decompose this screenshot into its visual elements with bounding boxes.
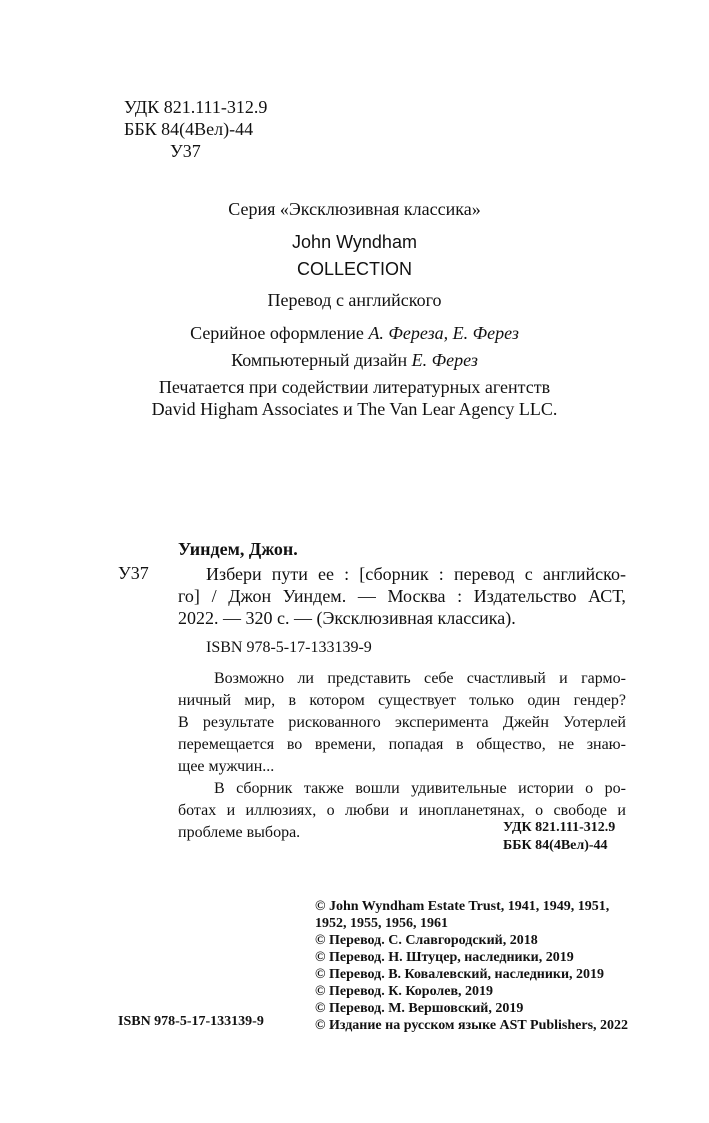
annotation-word: гендер?	[573, 692, 626, 709]
catalog-entry-word: Джон	[228, 586, 272, 606]
copyright-line: 1952, 1955, 1956, 1961	[315, 916, 448, 931]
bbk-small: ББК 84(4Вел)-44	[503, 838, 608, 853]
copyright-line: © Перевод. Н. Штуцер, наследники, 2019	[315, 950, 574, 965]
computer-design-name: Е. Ферез	[411, 350, 478, 370]
catalog-entry-line	[178, 585, 626, 607]
udk-small: УДК 821.111-312.9	[503, 820, 616, 835]
annotation-word: гармо-	[581, 670, 626, 687]
annotation-word: и	[617, 802, 626, 819]
annotation-word: о	[326, 802, 335, 819]
copyright-line: © John Wyndham Estate Trust, 1941, 1949, 1951,	[315, 899, 610, 914]
annotation-word: свободе	[553, 802, 607, 819]
annotation-word: знаю-	[586, 736, 626, 753]
annotation-word: общество,	[476, 736, 546, 753]
translation-note: Перевод с английского	[267, 290, 442, 310]
annotation-word: счастливый	[466, 670, 546, 687]
annotation-word: о	[535, 802, 544, 819]
catalog-entry	[178, 563, 626, 629]
annotation-word: Джейн	[502, 714, 549, 731]
annotation-word: и	[559, 670, 568, 687]
annotation-word: любви	[345, 802, 390, 819]
catalog-isbn: ISBN 978-5-17-133139-9	[206, 639, 372, 656]
classification-small	[503, 819, 615, 855]
annotation-word: Уотерлей	[563, 714, 626, 731]
annotation-word: Возможно	[214, 670, 285, 687]
annotation-word: и	[226, 802, 236, 819]
annotation-line	[178, 734, 626, 756]
copyright-line: © Издание на русском языке AST Publishers, 2022	[315, 1018, 629, 1033]
annotation-word: перемещается	[178, 736, 275, 753]
catalog-entry-word: английско-	[542, 564, 626, 584]
annotation-word: о	[585, 780, 594, 797]
agency-line-1: Печатается при содействии литературных агентств	[158, 377, 551, 397]
annotation-word: проблеме выбора.	[178, 824, 301, 841]
top-classification-codes	[124, 96, 267, 162]
annotation-word: В	[214, 780, 225, 797]
copyright-block	[315, 898, 627, 1034]
annotation-word: ли	[297, 670, 314, 687]
annotation-word: попадая	[388, 736, 444, 753]
computer-design-label: Компьютерный дизайн	[231, 350, 412, 370]
catalog-entry-line	[178, 607, 626, 629]
original-title: COLLECTION	[296, 259, 413, 279]
copyright-line: © Перевод. С. Славгородский, 2018	[315, 933, 538, 948]
annotation-word: времени,	[314, 736, 376, 753]
bbk-code: ББК 84(4Вел)-44	[124, 119, 254, 139]
catalog-entry-word: го]	[178, 586, 200, 606]
catalog-entry-word: :	[438, 564, 444, 584]
catalog-entry-word: Уиндем.	[282, 586, 347, 606]
catalog-entry-word: 2022. — 320 с. — (Эксклюзивная классика).	[178, 608, 516, 628]
annotation-word: эксперимента	[395, 714, 489, 731]
annotation-word: один	[527, 692, 561, 709]
computer-design-line	[0, 350, 709, 371]
series-design-label: Серийное оформление	[190, 323, 369, 343]
annotation-word: представить	[327, 670, 411, 687]
annotation-word: только	[469, 692, 515, 709]
annotation-line	[178, 712, 626, 734]
series-line: Серия «Эксклюзивная классика»	[228, 199, 481, 219]
annotation-word: удивительные	[411, 780, 507, 797]
catalog-entry-word: пути	[271, 564, 308, 584]
udk-code: УДК 821.111-312.9	[124, 97, 268, 117]
catalog-entry-word: Москва	[387, 586, 446, 606]
catalog-entry-word: —	[357, 586, 376, 606]
author-mark: У37	[170, 141, 201, 161]
annotation-word: не	[558, 736, 575, 753]
annotation-word: инопланетянах,	[418, 802, 525, 819]
annotation-word: во	[286, 736, 303, 753]
copyright-line: © Перевод. В. Ковалевский, наследники, 2019	[315, 967, 605, 982]
annotation-word: результате	[202, 714, 275, 731]
annotation-line	[178, 690, 626, 712]
annotation-word: иллюзиях,	[245, 802, 317, 819]
catalog-entry-word: Издательство	[473, 586, 577, 606]
annotation-word: в	[288, 692, 297, 709]
annotation-word: и	[399, 802, 409, 819]
annotation-word: щее мужчин...	[178, 758, 275, 775]
series-design-names: А. Фереза, Е. Ферез	[368, 323, 519, 343]
catalog-entry-word: АСТ,	[588, 586, 626, 606]
annotation-word: В	[178, 714, 189, 731]
catalog-entry-word: :	[344, 564, 350, 584]
agency-line-2: David Higham Associates и The Van Lear Agency LLC.	[151, 399, 558, 419]
catalog-entry-word: :	[457, 586, 463, 606]
annotation-word: истории	[518, 780, 574, 797]
annotation-word: ничный	[178, 692, 232, 709]
annotation-word: мир,	[244, 692, 276, 709]
isbn-bottom: ISBN 978-5-17-133139-9	[118, 1014, 264, 1029]
annotation-line	[178, 756, 626, 778]
annotation-word: вошли	[355, 780, 400, 797]
annotation-word: ро-	[604, 780, 626, 797]
annotation	[178, 668, 626, 844]
catalog-entry-word: /	[211, 586, 217, 606]
original-author: John Wyndham	[292, 232, 417, 252]
annotation-word: в	[456, 736, 464, 753]
annotation-line	[178, 778, 626, 800]
annotation-word: существует	[378, 692, 456, 709]
copyright-line: © Перевод. М. Вершовский, 2019	[315, 1001, 524, 1016]
annotation-word: ботах	[178, 802, 217, 819]
annotation-line	[178, 668, 626, 690]
catalog-entry-word: с	[524, 564, 533, 584]
annotation-word: себе	[424, 670, 454, 687]
catalog-entry-word: Избери	[206, 564, 262, 584]
series-design-line	[0, 323, 709, 344]
catalog-entry-word: перевод	[453, 564, 515, 584]
catalog-entry-line	[178, 563, 626, 585]
annotation-word: котором	[309, 692, 365, 709]
catalog-author-heading: Уиндем, Джон.	[178, 539, 298, 559]
catalog-entry-word: [сборник	[359, 564, 429, 584]
catalog-entry-word: ее	[318, 564, 335, 584]
copyright-line: © Перевод. К. Королев, 2019	[315, 984, 494, 999]
catalog-mark: У37	[118, 563, 149, 583]
annotation-word: также	[303, 780, 344, 797]
annotation-word: сборник	[236, 780, 293, 797]
annotation-word: рискованного	[288, 714, 381, 731]
